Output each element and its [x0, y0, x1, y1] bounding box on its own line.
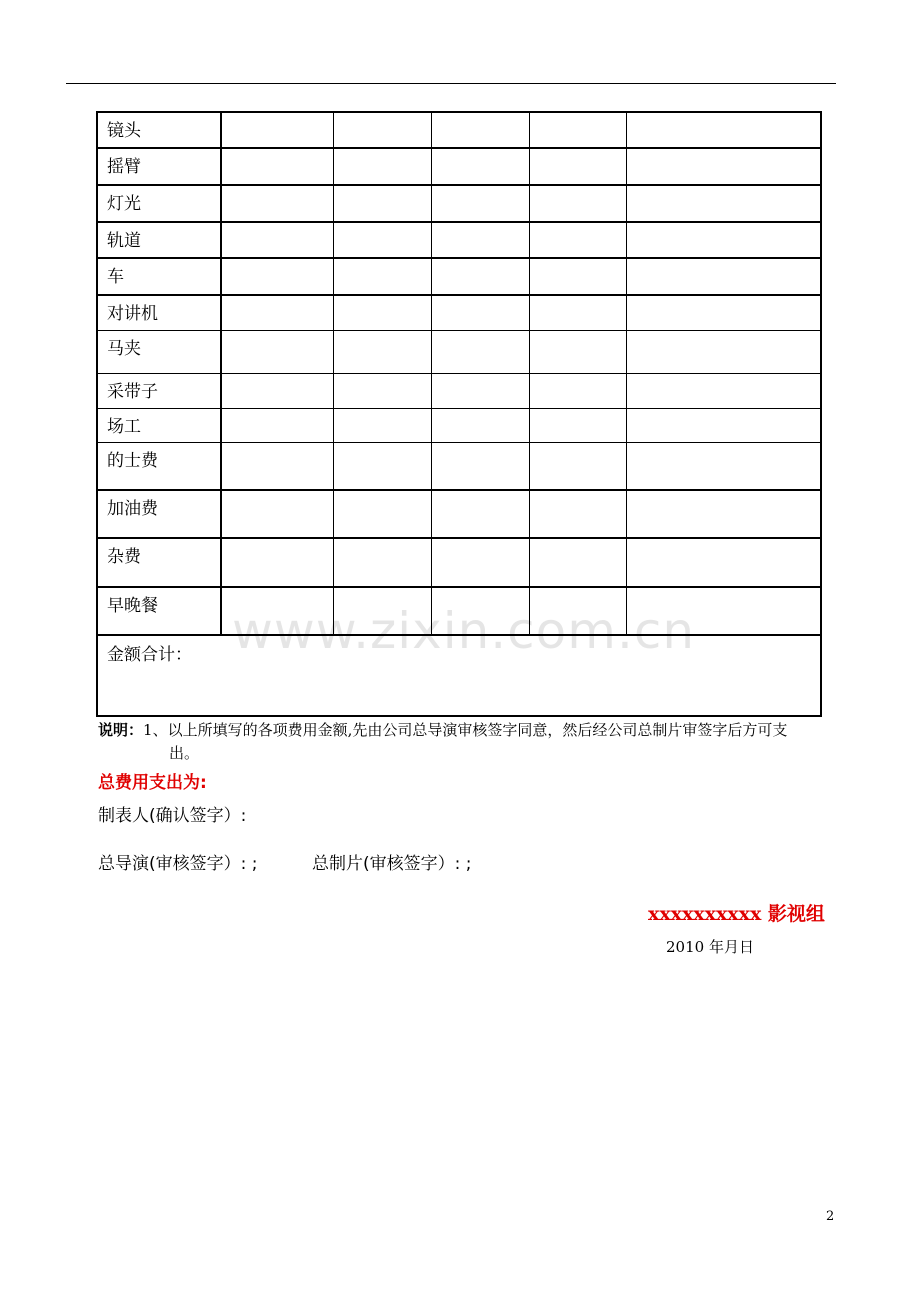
table-cell[interactable]	[431, 185, 529, 222]
watermark: www.zixin.com.cn	[232, 602, 696, 660]
note-colon: ：	[128, 721, 144, 739]
table-cell[interactable]	[626, 112, 821, 148]
table-cell[interactable]	[221, 538, 333, 587]
table-cell[interactable]	[529, 222, 626, 258]
table-row	[97, 408, 821, 442]
table-cell[interactable]	[529, 587, 626, 635]
row-label: 加油费	[97, 490, 221, 538]
table-cell[interactable]	[333, 258, 431, 295]
table-cell[interactable]	[529, 258, 626, 295]
table-cell[interactable]	[221, 330, 333, 373]
table-cell[interactable]	[221, 373, 333, 408]
table-cell[interactable]	[333, 538, 431, 587]
producer-signature: 总制片(审核签字）: ;	[312, 854, 472, 874]
table-cell[interactable]	[333, 148, 431, 185]
table-cell[interactable]	[529, 490, 626, 538]
table-cell[interactable]	[431, 222, 529, 258]
table-row	[97, 373, 821, 408]
row-label: 灯光	[97, 185, 221, 222]
table-cell[interactable]	[221, 222, 333, 258]
table-row	[97, 295, 821, 330]
page-number: 2	[826, 1209, 835, 1224]
note-line-1	[98, 719, 838, 742]
table-cell[interactable]	[529, 112, 626, 148]
total-row	[97, 635, 821, 716]
table-cell[interactable]	[626, 538, 821, 587]
table-cell[interactable]	[333, 330, 431, 373]
document-date: 2010 年月日	[666, 938, 754, 956]
row-label: 车	[97, 258, 221, 295]
row-label: 早晚餐	[97, 587, 221, 635]
table-cell[interactable]	[626, 295, 821, 330]
table-cell[interactable]	[333, 587, 431, 635]
table-row	[97, 148, 821, 185]
table-cell[interactable]	[529, 295, 626, 330]
table-cell[interactable]	[221, 442, 333, 490]
table-cell[interactable]	[626, 148, 821, 185]
table-cell[interactable]	[221, 408, 333, 442]
table-cell[interactable]	[626, 330, 821, 373]
table-cell[interactable]	[333, 222, 431, 258]
table-cell[interactable]	[221, 258, 333, 295]
table-cell[interactable]	[529, 538, 626, 587]
director-signature: 总导演(审核签字）: ;	[98, 854, 258, 874]
table-cell[interactable]	[221, 295, 333, 330]
table-cell[interactable]	[431, 373, 529, 408]
note-label: 说明	[98, 721, 129, 739]
note-line-2: 出。	[169, 744, 200, 762]
total-amount-label: 金额合计：	[107, 645, 192, 665]
table-row	[97, 538, 821, 587]
table-cell[interactable]	[626, 490, 821, 538]
table-cell[interactable]	[626, 373, 821, 408]
table-cell[interactable]	[626, 258, 821, 295]
table-cell[interactable]	[626, 408, 821, 442]
table-cell[interactable]	[529, 373, 626, 408]
table-cell[interactable]	[626, 222, 821, 258]
row-label: 对讲机	[97, 295, 221, 330]
table-cell[interactable]	[333, 185, 431, 222]
table-cell[interactable]	[431, 538, 529, 587]
total-expense-title: 总费用支出为:	[98, 773, 207, 793]
table-cell[interactable]	[431, 330, 529, 373]
table-row	[97, 222, 821, 258]
table-cell[interactable]	[221, 185, 333, 222]
table-cell[interactable]	[431, 295, 529, 330]
row-label: 镜头	[97, 112, 221, 148]
table-cell[interactable]	[431, 408, 529, 442]
table-cell[interactable]	[221, 112, 333, 148]
table-cell[interactable]	[626, 587, 821, 635]
table-cell[interactable]	[626, 185, 821, 222]
header-rule	[66, 83, 836, 84]
table-cell[interactable]	[333, 442, 431, 490]
table-cell[interactable]	[221, 490, 333, 538]
table-cell[interactable]	[529, 185, 626, 222]
table-cell[interactable]	[529, 408, 626, 442]
table-cell[interactable]	[221, 148, 333, 185]
table-row	[97, 330, 821, 373]
preparer-signature: 制表人(确认签字）:	[98, 806, 247, 826]
table-row	[97, 258, 821, 295]
table-cell[interactable]	[529, 148, 626, 185]
table-cell[interactable]	[626, 442, 821, 490]
table-cell[interactable]	[333, 295, 431, 330]
row-label: 杂费	[97, 538, 221, 587]
row-label: 马夹	[97, 330, 221, 373]
table-cell[interactable]	[431, 587, 529, 635]
table-cell[interactable]	[529, 442, 626, 490]
row-label: 的士费	[97, 442, 221, 490]
total-amount-cell[interactable]	[97, 635, 821, 716]
table-cell[interactable]	[431, 112, 529, 148]
table-row	[97, 442, 821, 490]
row-label: 采带子	[97, 373, 221, 408]
table-cell[interactable]	[431, 148, 529, 185]
table-cell[interactable]	[333, 373, 431, 408]
table-row	[97, 112, 821, 148]
table-row	[97, 490, 821, 538]
table-cell[interactable]	[431, 258, 529, 295]
table-row	[97, 587, 821, 635]
row-label: 场工	[97, 408, 221, 442]
table-cell[interactable]	[221, 587, 333, 635]
row-label: 轨道	[97, 222, 221, 258]
table-cell[interactable]	[431, 490, 529, 538]
note	[98, 719, 838, 765]
table-cell[interactable]	[529, 330, 626, 373]
crew-name: xxxxxxxxxx 影视组	[648, 903, 825, 925]
table-row	[97, 185, 821, 222]
table-cell[interactable]	[333, 490, 431, 538]
table-cell[interactable]	[333, 112, 431, 148]
table-cell[interactable]	[431, 442, 529, 490]
note-text: 1、以上所填写的各项费用金额,先由公司总导演审核签字同意，然后经公司总制片审签字后方可支	[143, 721, 788, 739]
table-cell[interactable]	[333, 408, 431, 442]
row-label: 摇臂	[97, 148, 221, 185]
expense-table	[96, 111, 822, 717]
